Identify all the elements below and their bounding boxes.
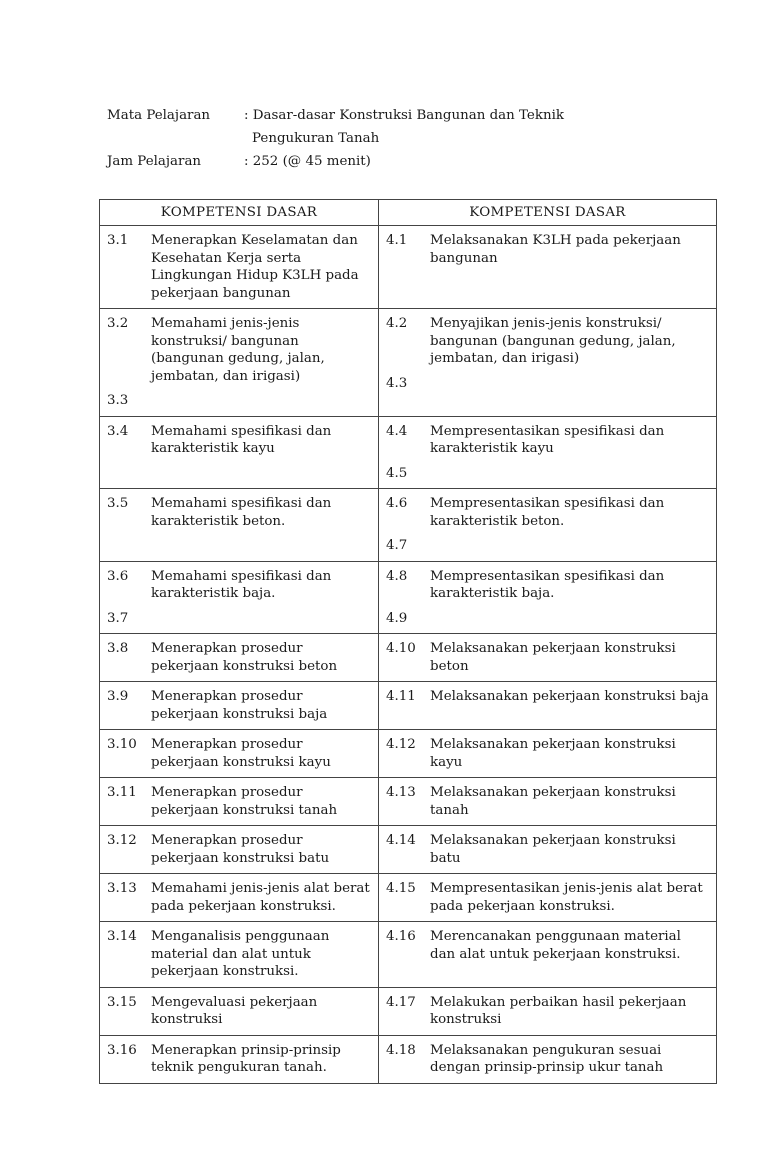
cell-kd-3 xyxy=(100,561,379,634)
competency-text: Menerapkan prosedur pekerjaan konstruksi batu xyxy=(151,833,330,866)
competency-text: Menerapkan prosedur pekerjaan konstruksi kayu xyxy=(151,737,331,770)
competency-number-stub: 4.7 xyxy=(386,538,408,553)
competency-item xyxy=(107,423,372,458)
competency-item xyxy=(107,568,372,603)
table-header-row xyxy=(100,200,717,226)
subject-value: : Dasar-dasar Konstruksi Bangunan dan Teknik xyxy=(244,108,564,123)
competency-item xyxy=(386,423,710,458)
competency-number: 3.11 xyxy=(107,785,137,800)
competency-item xyxy=(386,832,710,867)
subject-row-cont xyxy=(107,127,564,150)
cell-kd-4 xyxy=(379,226,717,309)
table-row xyxy=(100,874,717,922)
header-left: KOMPETENSI DASAR xyxy=(100,200,379,226)
competency-number: 4.13 xyxy=(386,785,416,800)
table-row xyxy=(100,682,717,730)
cell-kd-3 xyxy=(100,489,379,562)
competency-number: 4.12 xyxy=(386,737,416,752)
table-row xyxy=(100,416,717,489)
cell-kd-3 xyxy=(100,682,379,730)
competency-item xyxy=(386,736,710,771)
cell-kd-3 xyxy=(100,730,379,778)
cell-kd-3 xyxy=(100,874,379,922)
cell-kd-4 xyxy=(379,682,717,730)
hours-value: : 252 (@ 45 menit) xyxy=(244,154,371,169)
cell-kd-4 xyxy=(379,730,717,778)
competency-text: Menerapkan prosedur pekerjaan konstruksi baja xyxy=(151,689,328,722)
competency-number: 3.1 xyxy=(107,233,129,248)
cell-kd-4 xyxy=(379,309,717,417)
competency-text: Menganalisis penggunaan material dan alat untuk pekerjaan konstruksi. xyxy=(151,929,330,979)
competency-number: 4.17 xyxy=(386,994,416,1010)
competency-number: 4.8 xyxy=(386,568,408,584)
competency-text: Memahami jenis-jenis alat berat pada pekerjaan konstruksi. xyxy=(151,881,370,914)
competency-item xyxy=(107,928,372,981)
competency-number: 3.4 xyxy=(107,423,129,439)
competency-number-stub: 3.3 xyxy=(107,393,129,408)
competency-number: 3.8 xyxy=(107,641,129,656)
competency-item xyxy=(107,880,372,915)
table-row xyxy=(100,826,717,874)
hours-row xyxy=(107,150,564,173)
competency-item xyxy=(107,832,372,867)
competency-item xyxy=(107,1042,372,1077)
cell-kd-3 xyxy=(100,634,379,682)
cell-kd-4 xyxy=(379,561,717,634)
competency-text: Mempresentasikan spesifikasi dan karakteristik baja. xyxy=(430,568,665,601)
cell-kd-3 xyxy=(100,826,379,874)
subject-row xyxy=(107,104,564,127)
competency-item xyxy=(107,495,372,530)
competency-number: 3.16 xyxy=(107,1042,137,1058)
cell-kd-4 xyxy=(379,416,717,489)
cell-kd-4 xyxy=(379,778,717,826)
competency-item xyxy=(386,640,710,675)
competency-text: Mempresentasikan spesifikasi dan karakteristik kayu xyxy=(430,423,665,456)
competency-text: Mempresentasikan jenis-jenis alat berat pada pekerjaan konstruksi. xyxy=(430,881,703,914)
cell-kd-4 xyxy=(379,922,717,988)
competency-number-stub: 4.9 xyxy=(386,610,408,626)
competency-number: 4.16 xyxy=(386,929,416,944)
competency-text: Memahami spesifikasi dan karakteristik kayu xyxy=(151,423,332,456)
cell-kd-3 xyxy=(100,987,379,1035)
cell-kd-3 xyxy=(100,226,379,309)
competency-item xyxy=(386,232,710,267)
table-row xyxy=(100,730,717,778)
cell-kd-4 xyxy=(379,1035,717,1083)
competency-item xyxy=(107,315,372,385)
table-body xyxy=(100,226,717,1084)
competency-text: Menerapkan Keselamatan dan Kesehatan Kerja serta Lingkungan Hidup K3LH pada pekerjaan bangunan xyxy=(151,233,359,301)
competency-number: 4.15 xyxy=(386,881,416,896)
competency-item xyxy=(386,928,710,963)
competency-number: 4.18 xyxy=(386,1042,416,1058)
competency-number: 3.5 xyxy=(107,496,129,511)
competency-number: 4.10 xyxy=(386,641,416,656)
competency-number: 3.14 xyxy=(107,929,137,944)
competency-number: 4.11 xyxy=(386,689,416,704)
table-row xyxy=(100,778,717,826)
document-header xyxy=(107,104,564,173)
table-row xyxy=(100,987,717,1035)
competency-number: 3.10 xyxy=(107,737,137,752)
competency-number-stub: 4.3 xyxy=(386,375,408,391)
competency-text: Melaksanakan pekerjaan konstruksi baja xyxy=(430,689,709,704)
competency-item xyxy=(107,640,372,675)
competency-number: 4.14 xyxy=(386,833,416,848)
competency-text: Melaksanakan pengukuran sesuai dengan prinsip-prinsip ukur tanah xyxy=(430,1042,664,1075)
table-row xyxy=(100,634,717,682)
competency-item xyxy=(107,784,372,819)
cell-kd-4 xyxy=(379,826,717,874)
competency-item xyxy=(386,1042,710,1077)
competency-item xyxy=(107,736,372,771)
competency-item xyxy=(386,315,710,368)
competency-number: 3.13 xyxy=(107,881,137,896)
cell-kd-3 xyxy=(100,309,379,417)
competency-text: Mengevaluasi pekerjaan konstruksi xyxy=(151,994,318,1027)
competency-number: 4.2 xyxy=(386,316,408,331)
table-row xyxy=(100,489,717,562)
competency-number: 4.1 xyxy=(386,233,408,248)
competency-item xyxy=(107,688,372,723)
table-row xyxy=(100,1035,717,1083)
competency-number: 4.6 xyxy=(386,496,408,511)
competency-number-stub: 4.5 xyxy=(386,465,408,481)
competency-item xyxy=(386,880,710,915)
table-row xyxy=(100,922,717,988)
cell-kd-3 xyxy=(100,922,379,988)
competency-item xyxy=(107,232,372,302)
table-row xyxy=(100,561,717,634)
competency-item xyxy=(386,688,710,706)
header-right: KOMPETENSI DASAR xyxy=(379,200,717,226)
competency-text: Memahami spesifikasi dan karakteristik baja. xyxy=(151,568,332,601)
competency-text: Melaksanakan pekerjaan konstruksi kayu xyxy=(430,737,676,770)
cell-kd-4 xyxy=(379,874,717,922)
subject-value-cont: Pengukuran Tanah xyxy=(252,131,380,146)
competency-text: Merencanakan penggunaan material dan alat untuk pekerjaan konstruksi. xyxy=(430,929,681,962)
cell-kd-3 xyxy=(100,416,379,489)
table-row xyxy=(100,226,717,309)
competency-number-stub: 3.7 xyxy=(107,610,129,626)
competency-text: Mempresentasikan spesifikasi dan karakteristik beton. xyxy=(430,496,665,529)
cell-kd-4 xyxy=(379,634,717,682)
competency-text: Melaksanakan pekerjaan konstruksi tanah xyxy=(430,785,676,818)
competency-item xyxy=(386,784,710,819)
competency-text: Menyajikan jenis-jenis konstruksi/ bangunan (bangunan gedung, jalan, jembatan, dan irigasi) xyxy=(430,316,676,366)
cell-kd-4 xyxy=(379,489,717,562)
competency-text: Melakukan perbaikan hasil pekerjaan konstruksi xyxy=(430,994,687,1027)
cell-kd-4 xyxy=(379,987,717,1035)
competency-number: 3.12 xyxy=(107,833,137,848)
competency-text: Melaksanakan pekerjaan konstruksi beton xyxy=(430,641,676,674)
competency-item xyxy=(386,495,710,530)
competency-text: Memahami jenis-jenis konstruksi/ bangunan (bangunan gedung, jalan, jembatan, dan irigasi) xyxy=(151,316,325,384)
competency-number: 3.2 xyxy=(107,316,129,331)
competency-number: 3.9 xyxy=(107,689,129,704)
cell-kd-3 xyxy=(100,778,379,826)
competency-text: Menerapkan prosedur pekerjaan konstruksi beton xyxy=(151,641,338,674)
competency-text: Melaksanakan pekerjaan konstruksi batu xyxy=(430,833,676,866)
hours-label: Jam Pelajaran xyxy=(107,154,202,169)
cell-kd-3 xyxy=(100,1035,379,1083)
subject-label: Mata Pelajaran xyxy=(107,108,211,123)
competency-text: Memahami spesifikasi dan karakteristik beton. xyxy=(151,496,332,529)
table-row xyxy=(100,309,717,417)
competency-number: 3.6 xyxy=(107,568,129,584)
competency-number: 3.15 xyxy=(107,994,137,1010)
competency-text: Menerapkan prosedur pekerjaan konstruksi tanah xyxy=(151,785,338,818)
competency-table xyxy=(99,199,717,1084)
competency-item xyxy=(386,994,710,1029)
competency-number: 4.4 xyxy=(386,423,408,439)
competency-item xyxy=(386,568,710,603)
competency-item xyxy=(107,994,372,1029)
competency-text: Melaksanakan K3LH pada pekerjaan bangunan xyxy=(430,233,681,266)
competency-text: Menerapkan prinsip-prinsip teknik pengukuran tanah. xyxy=(151,1042,341,1075)
